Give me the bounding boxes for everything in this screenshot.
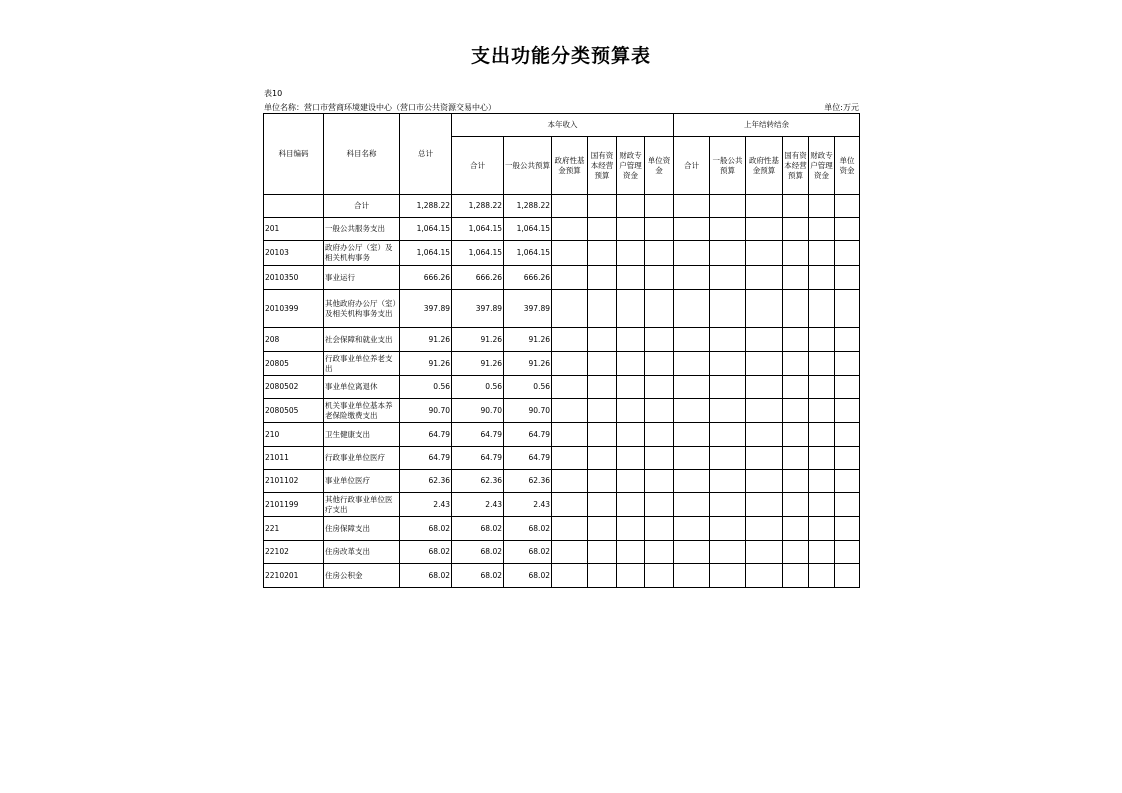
table-row [264, 493, 860, 517]
empty-cell [617, 376, 645, 399]
empty-cell [835, 423, 860, 447]
empty-cell [588, 241, 617, 266]
empty-cell [552, 376, 588, 399]
empty-cell [617, 290, 645, 328]
empty-cell [710, 399, 746, 423]
empty-cell [809, 517, 835, 541]
empty-cell [835, 218, 860, 241]
empty-cell [710, 328, 746, 352]
empty-cell [710, 564, 746, 588]
table-row [264, 266, 860, 290]
empty-cell [674, 493, 710, 517]
row-name: 住房保障支出 [324, 517, 400, 541]
row-name: 卫生健康支出 [324, 423, 400, 447]
empty-cell [746, 399, 783, 423]
empty-cell [552, 423, 588, 447]
row-sum: 1,064.15 [452, 241, 504, 266]
row-code: 210 [264, 423, 324, 447]
empty-cell [746, 447, 783, 470]
row-name: 一般公共服务支出 [324, 218, 400, 241]
row-code: 221 [264, 517, 324, 541]
empty-cell [645, 399, 674, 423]
empty-cell [710, 352, 746, 376]
row-general: 666.26 [504, 266, 552, 290]
empty-cell [746, 218, 783, 241]
row-general: 1,064.15 [504, 218, 552, 241]
empty-cell [710, 241, 746, 266]
row-general: 397.89 [504, 290, 552, 328]
total-row [264, 195, 860, 218]
empty-cell [645, 352, 674, 376]
row-general: 0.56 [504, 376, 552, 399]
row-code: 2010399 [264, 290, 324, 328]
empty-cell [783, 517, 809, 541]
row-total: 1,064.15 [400, 218, 452, 241]
empty-cell [645, 241, 674, 266]
unit-line [264, 102, 859, 113]
empty-cell [645, 423, 674, 447]
table-row [264, 470, 860, 493]
empty-cell [835, 328, 860, 352]
empty-cell [746, 290, 783, 328]
empty-cell [746, 266, 783, 290]
header-prior-sub: 政府性基金预算 [746, 137, 783, 195]
total-row-label: 合计 [324, 195, 400, 218]
empty-cell [645, 290, 674, 328]
empty-cell [835, 266, 860, 290]
row-sum: 91.26 [452, 328, 504, 352]
empty-cell [674, 241, 710, 266]
empty-cell [710, 218, 746, 241]
row-general: 64.79 [504, 423, 552, 447]
row-sum: 62.36 [452, 470, 504, 493]
empty-cell [809, 352, 835, 376]
header-prior-sub: 单位资金 [835, 137, 860, 195]
row-general: 2.43 [504, 493, 552, 517]
row-name: 行政事业单位养老支出 [324, 352, 400, 376]
empty-cell [746, 376, 783, 399]
empty-cell [617, 564, 645, 588]
table-row [264, 564, 860, 588]
empty-cell [710, 517, 746, 541]
empty-cell [674, 376, 710, 399]
row-total: 91.26 [400, 352, 452, 376]
row-general: 91.26 [504, 328, 552, 352]
empty-cell [645, 493, 674, 517]
empty-cell [674, 564, 710, 588]
table-row [264, 541, 860, 564]
empty-cell [617, 541, 645, 564]
empty-cell [552, 399, 588, 423]
header-current-sub: 单位资金 [645, 137, 674, 195]
unit-label: 单位:万元 [824, 103, 859, 112]
row-total: 68.02 [400, 517, 452, 541]
empty-cell [588, 266, 617, 290]
total-row-total: 1,288.22 [400, 195, 452, 218]
empty-cell [835, 241, 860, 266]
empty-cell [710, 290, 746, 328]
row-sum: 68.02 [452, 517, 504, 541]
empty-cell [710, 423, 746, 447]
table-row [264, 241, 860, 266]
row-name: 事业单位医疗 [324, 470, 400, 493]
row-general: 64.79 [504, 447, 552, 470]
empty-cell [835, 517, 860, 541]
empty-cell [588, 328, 617, 352]
header-prior-sub: 一般公共预算 [710, 137, 746, 195]
row-general: 62.36 [504, 470, 552, 493]
empty-cell [783, 423, 809, 447]
row-sum: 1,064.15 [452, 218, 504, 241]
row-code: 21011 [264, 447, 324, 470]
empty-cell [809, 376, 835, 399]
empty-cell [617, 218, 645, 241]
row-code: 2101199 [264, 493, 324, 517]
empty-cell [809, 423, 835, 447]
empty-cell [552, 493, 588, 517]
row-code: 208 [264, 328, 324, 352]
empty-cell [783, 241, 809, 266]
header-code: 科目编码 [264, 114, 324, 195]
row-name: 社会保障和就业支出 [324, 328, 400, 352]
empty-cell [588, 470, 617, 493]
row-general: 68.02 [504, 517, 552, 541]
empty-cell [674, 399, 710, 423]
row-code: 2080502 [264, 376, 324, 399]
empty-cell [552, 564, 588, 588]
empty-cell [674, 517, 710, 541]
table-row [264, 447, 860, 470]
empty-cell [809, 290, 835, 328]
empty-cell [617, 517, 645, 541]
empty-cell [783, 470, 809, 493]
empty-cell [746, 564, 783, 588]
empty-cell [645, 447, 674, 470]
empty-cell [588, 423, 617, 447]
row-name: 住房改革支出 [324, 541, 400, 564]
empty-cell [645, 376, 674, 399]
empty-cell [674, 352, 710, 376]
empty-cell [645, 564, 674, 588]
empty-cell [674, 447, 710, 470]
empty-cell [746, 352, 783, 376]
empty-cell [783, 399, 809, 423]
row-sum: 68.02 [452, 564, 504, 588]
row-general: 1,064.15 [504, 241, 552, 266]
row-sum: 90.70 [452, 399, 504, 423]
row-name: 事业运行 [324, 266, 400, 290]
row-sum: 64.79 [452, 447, 504, 470]
empty-cell [710, 470, 746, 493]
empty-cell [645, 517, 674, 541]
table-row [264, 352, 860, 376]
empty-cell [783, 328, 809, 352]
row-sum: 64.79 [452, 423, 504, 447]
empty-cell [617, 399, 645, 423]
empty-cell [746, 517, 783, 541]
empty-cell [588, 218, 617, 241]
empty-cell [783, 290, 809, 328]
row-total: 62.36 [400, 470, 452, 493]
empty-cell [617, 423, 645, 447]
empty-cell [835, 352, 860, 376]
empty-cell [746, 541, 783, 564]
row-sum: 2.43 [452, 493, 504, 517]
header-name: 科目名称 [324, 114, 400, 195]
row-code: 2101102 [264, 470, 324, 493]
empty-cell [645, 541, 674, 564]
table-row [264, 328, 860, 352]
row-general: 90.70 [504, 399, 552, 423]
row-total: 64.79 [400, 423, 452, 447]
table-row [264, 517, 860, 541]
empty-cell [588, 376, 617, 399]
empty-cell [552, 218, 588, 241]
row-sum: 91.26 [452, 352, 504, 376]
empty-cell [645, 328, 674, 352]
header-total: 总计 [400, 114, 452, 195]
empty-cell [588, 447, 617, 470]
row-sum: 397.89 [452, 290, 504, 328]
empty-cell [835, 376, 860, 399]
empty-cell [835, 564, 860, 588]
empty-cell [746, 328, 783, 352]
empty-cell [617, 470, 645, 493]
unit-name: 单位名称：营口市营商环境建设中心（营口市公共资源交易中心） [264, 103, 496, 112]
empty-cell [588, 493, 617, 517]
row-total: 64.79 [400, 447, 452, 470]
empty-cell [783, 493, 809, 517]
empty-cell [809, 266, 835, 290]
empty-cell [617, 266, 645, 290]
empty-cell [835, 447, 860, 470]
budget-table [263, 113, 860, 588]
empty-cell [835, 290, 860, 328]
empty-cell [552, 447, 588, 470]
empty-cell [674, 328, 710, 352]
row-code: 2210201 [264, 564, 324, 588]
empty-cell [588, 352, 617, 376]
empty-cell [552, 290, 588, 328]
row-general: 68.02 [504, 564, 552, 588]
empty-cell [674, 266, 710, 290]
empty-cell [746, 423, 783, 447]
empty-cell [617, 328, 645, 352]
empty-cell [835, 541, 860, 564]
row-name: 其他行政事业单位医疗支出 [324, 493, 400, 517]
empty-cell [617, 447, 645, 470]
empty-cell [588, 564, 617, 588]
empty-cell [783, 564, 809, 588]
empty-cell [783, 266, 809, 290]
header-current-income: 本年收入 [452, 114, 674, 137]
empty-cell [710, 266, 746, 290]
row-total: 397.89 [400, 290, 452, 328]
header-current-sub: 政府性基金预算 [552, 137, 588, 195]
empty-cell [783, 447, 809, 470]
empty-cell [710, 493, 746, 517]
empty-cell [783, 218, 809, 241]
empty-cell [674, 541, 710, 564]
empty-cell [783, 376, 809, 399]
empty-cell [809, 328, 835, 352]
table-row [264, 399, 860, 423]
empty-cell [835, 470, 860, 493]
empty-cell [552, 517, 588, 541]
empty-cell [552, 470, 588, 493]
table-row [264, 376, 860, 399]
empty-cell [835, 399, 860, 423]
empty-cell [809, 399, 835, 423]
empty-cell [809, 470, 835, 493]
empty-cell [809, 218, 835, 241]
row-total: 68.02 [400, 564, 452, 588]
row-code: 20805 [264, 352, 324, 376]
empty-cell [588, 541, 617, 564]
row-total: 666.26 [400, 266, 452, 290]
empty-cell [645, 470, 674, 493]
row-total: 90.70 [400, 399, 452, 423]
row-name: 住房公积金 [324, 564, 400, 588]
row-code: 20103 [264, 241, 324, 266]
empty-cell [783, 352, 809, 376]
page-title: 支出功能分类预算表 [470, 45, 651, 67]
empty-cell [674, 290, 710, 328]
row-sum: 666.26 [452, 266, 504, 290]
table-row [264, 423, 860, 447]
row-sum: 68.02 [452, 541, 504, 564]
empty-cell [674, 423, 710, 447]
empty-cell [552, 266, 588, 290]
row-total: 1,064.15 [400, 241, 452, 266]
row-name: 事业单位离退休 [324, 376, 400, 399]
table-row [264, 218, 860, 241]
empty-cell [552, 241, 588, 266]
header-current-sub: 一般公共预算 [504, 137, 552, 195]
total-row-general: 1,288.22 [504, 195, 552, 218]
row-name: 其他政府办公厅（室）及相关机构事务支出 [324, 290, 400, 328]
empty-cell [809, 241, 835, 266]
empty-cell [783, 541, 809, 564]
empty-cell [746, 470, 783, 493]
row-general: 68.02 [504, 541, 552, 564]
empty-cell [674, 470, 710, 493]
header-current-sub: 财政专户管理资金 [617, 137, 645, 195]
row-general: 91.26 [504, 352, 552, 376]
row-name: 行政事业单位医疗 [324, 447, 400, 470]
header-prior-balance: 上年结转结余 [674, 114, 860, 137]
empty-cell [710, 541, 746, 564]
row-name: 机关事业单位基本养老保险缴费支出 [324, 399, 400, 423]
empty-cell [710, 447, 746, 470]
empty-cell [588, 290, 617, 328]
row-total: 68.02 [400, 541, 452, 564]
empty-cell [617, 493, 645, 517]
row-code: 22102 [264, 541, 324, 564]
empty-cell [809, 447, 835, 470]
header-current-sub: 合计 [452, 137, 504, 195]
empty-cell [645, 218, 674, 241]
empty-cell [809, 564, 835, 588]
empty-cell [746, 241, 783, 266]
row-code: 2080505 [264, 399, 324, 423]
row-total: 91.26 [400, 328, 452, 352]
total-row-sum: 1,288.22 [452, 195, 504, 218]
header-prior-sub: 合计 [674, 137, 710, 195]
table-row [264, 290, 860, 328]
row-total: 0.56 [400, 376, 452, 399]
header-current-sub: 国有资本经营预算 [588, 137, 617, 195]
empty-cell [674, 218, 710, 241]
row-total: 2.43 [400, 493, 452, 517]
header-prior-sub: 国有资本经营预算 [783, 137, 809, 195]
empty-cell [746, 493, 783, 517]
empty-cell [710, 376, 746, 399]
empty-cell [617, 352, 645, 376]
empty-cell [835, 493, 860, 517]
empty-cell [552, 328, 588, 352]
empty-cell [645, 266, 674, 290]
empty-cell [588, 517, 617, 541]
row-name: 政府办公厅（室）及相关机构事务 [324, 241, 400, 266]
empty-cell [552, 541, 588, 564]
header-prior-sub: 财政专户管理资金 [809, 137, 835, 195]
row-code: 201 [264, 218, 324, 241]
row-code: 2010350 [264, 266, 324, 290]
empty-cell [552, 352, 588, 376]
empty-cell [809, 493, 835, 517]
table-number: 表10 [264, 89, 283, 98]
row-sum: 0.56 [452, 376, 504, 399]
empty-cell [588, 399, 617, 423]
empty-cell [809, 541, 835, 564]
empty-cell [617, 241, 645, 266]
